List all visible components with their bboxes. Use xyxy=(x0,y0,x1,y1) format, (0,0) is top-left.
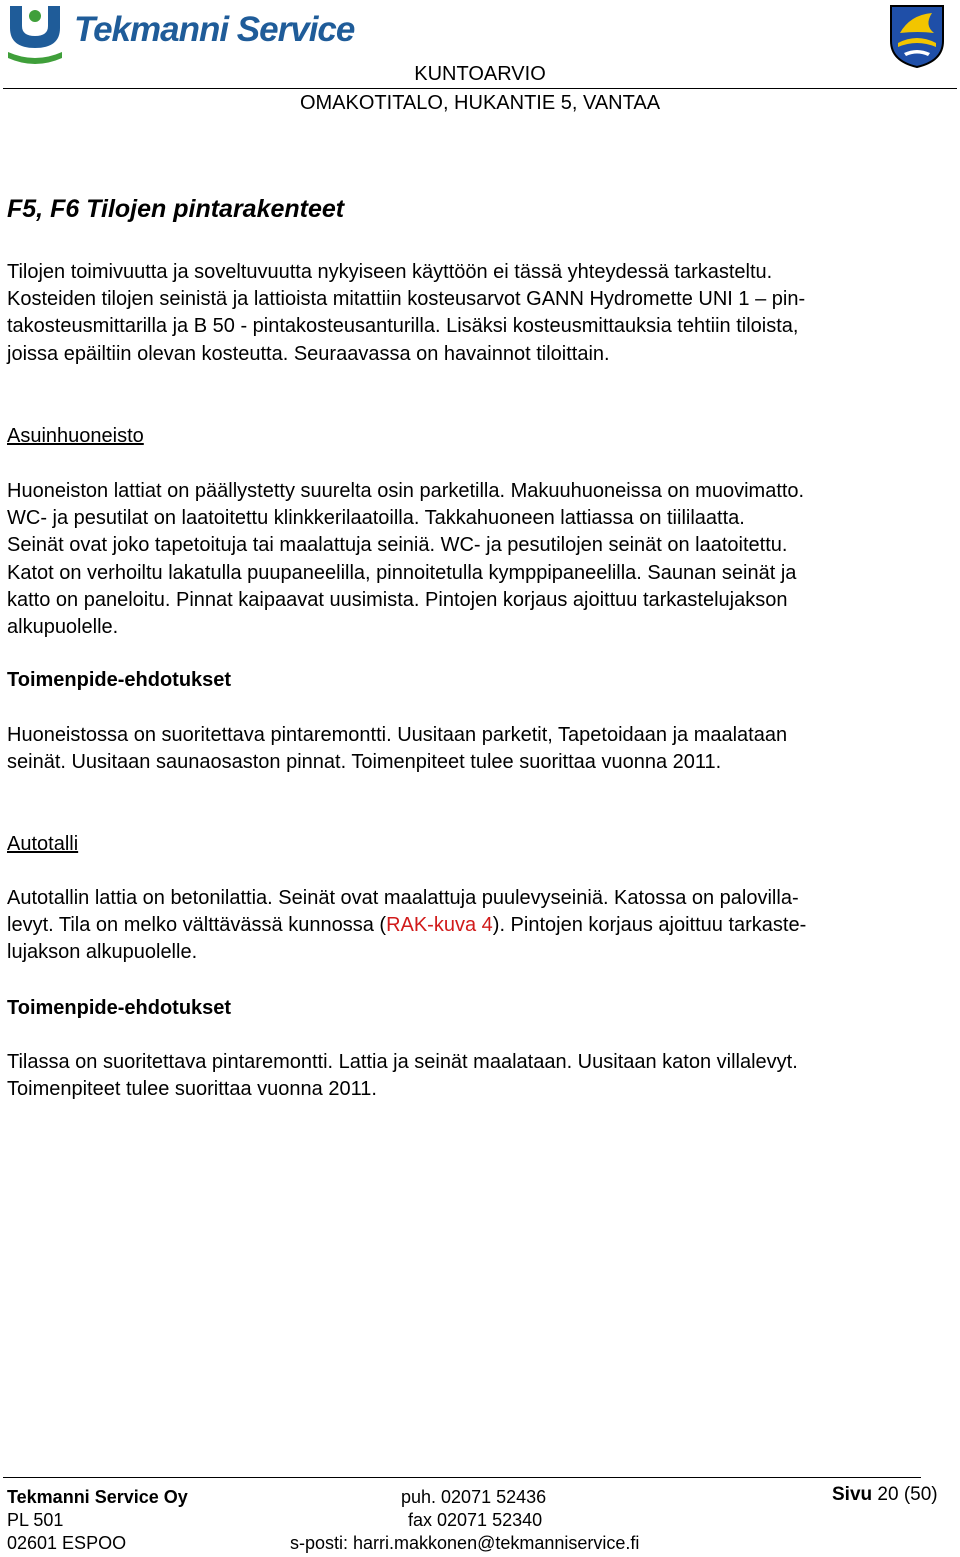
line-text: ). Pintojen korjaus ajoittuu tarkaste- xyxy=(492,914,807,937)
paragraph-line: WC- ja pesutilat on laatoitettu klinkkerilaatoilla. Takkahuoneen lattiassa on tiililaatta. xyxy=(7,507,745,530)
paragraph-line: Seinät ovat joko tapetoituja tai maalattuja seiniä. WC- ja pesutilojen seinät on laatoitettu. xyxy=(7,534,788,557)
paragraph-line xyxy=(7,912,955,939)
autotalli-actions xyxy=(7,1049,955,1103)
actions-heading-autotalli: Toimenpide-ehdotukset xyxy=(7,997,232,1019)
footer-po-box: PL 501 xyxy=(7,1510,64,1530)
page-label: Sivu xyxy=(832,1484,873,1505)
paragraph-line: lujakson alkupuolelle. xyxy=(7,941,198,964)
intro-line: Kosteiden tilojen seinistä ja lattioista mitattiin kosteusarvot GANN Hydromette UNI 1 – pin- xyxy=(7,288,806,311)
intro-line: Tilojen toimivuutta ja soveltuvuutta nykyiseen käyttöön ei tässä yhteydessä tarkasteltu. xyxy=(7,261,773,283)
section-heading: F5, F6 Tilojen pintarakenteet xyxy=(7,195,345,223)
page-number xyxy=(832,1484,938,1506)
paragraph-line: Autotallin lattia on betonilattia. Seinät ovat maalattuja puulevyseiniä. Katossa on palovilla- xyxy=(7,887,799,909)
asuinhuoneisto-actions xyxy=(7,722,955,776)
logo-text: Tekmanni Service xyxy=(74,10,355,49)
header-divider xyxy=(3,88,957,89)
footer-phone: puh. 02071 52436 xyxy=(401,1487,547,1507)
paragraph-line: Tilassa on suoritettava pintaremontti. Lattia ja seinät maalataan. Uusitaan katon villalevyt. xyxy=(7,1051,798,1073)
footer-divider xyxy=(3,1477,921,1478)
footer-email[interactable]: s-posti: harri.makkonen@tekmanniservice.fi xyxy=(290,1533,640,1553)
intro-line: joissa epäiltiin olevan kosteutta. Seuraavassa on havainnot tiloittain. xyxy=(7,342,610,365)
document-subtitle: OMAKOTITALO, HUKANTIE 5, VANTAA xyxy=(299,92,661,114)
paragraph-line: Toimenpiteet tulee suorittaa vuonna 2011. xyxy=(7,1078,377,1101)
subsection-title-asuinhuoneisto: Asuinhuoneisto xyxy=(7,425,144,447)
logo-mark-icon xyxy=(4,2,66,64)
footer-fax: fax 02071 52340 xyxy=(408,1510,543,1530)
paragraph-line: Huoneistossa on suoritettava pintaremontti. Uusitaan parketit, Tapetoidaan ja maalataan xyxy=(7,724,788,746)
paragraph-line: alkupuolelle. xyxy=(7,616,119,639)
paragraph-line: Katot on verhoiltu lakatulla puupaneelilla, pinnoitetulla kymppipaneelilla. Saunan seinät ja xyxy=(7,561,797,584)
paragraph-line: seinät. Uusitaan saunaosaston pinnat. Toimenpiteet tulee suorittaa vuonna 2011. xyxy=(7,751,722,774)
subsection-title-autotalli: Autotalli xyxy=(7,833,79,855)
page-current: 20 xyxy=(877,1484,899,1505)
line-text: levyt. Tila on melko välttävässä kunnossa ( xyxy=(7,914,387,937)
paragraph-line: katto on paneloitu. Pinnat kaipaavat uusimista. Pintojen korjaus ajoittuu tarkastelujakson xyxy=(7,588,788,611)
paragraph-line: Huoneiston lattiat on päällystetty suurelta osin parketilla. Makuuhuoneissa on muovimatto. xyxy=(7,480,805,502)
intro-paragraph xyxy=(7,259,955,368)
company-logo xyxy=(4,2,364,64)
photo-reference-link[interactable]: RAK-kuva 4 xyxy=(386,914,493,937)
actions-heading-asuinhuoneisto: Toimenpide-ehdotukset xyxy=(7,669,232,691)
intro-line: takosteusmittarilla ja B 50 - pintakosteusanturilla. Lisäksi kosteusmittauksia tehtiin tiloista, xyxy=(7,315,799,338)
footer-company: Tekmanni Service Oy xyxy=(7,1487,188,1507)
autotalli-paragraph xyxy=(7,885,955,967)
page-total: (50) xyxy=(903,1484,938,1505)
footer-postal: 02601 ESPOO xyxy=(7,1533,127,1553)
municipal-crest-icon xyxy=(888,3,946,69)
asuinhuoneisto-paragraph xyxy=(7,478,955,641)
document-title: KUNTOARVIO xyxy=(414,63,546,85)
